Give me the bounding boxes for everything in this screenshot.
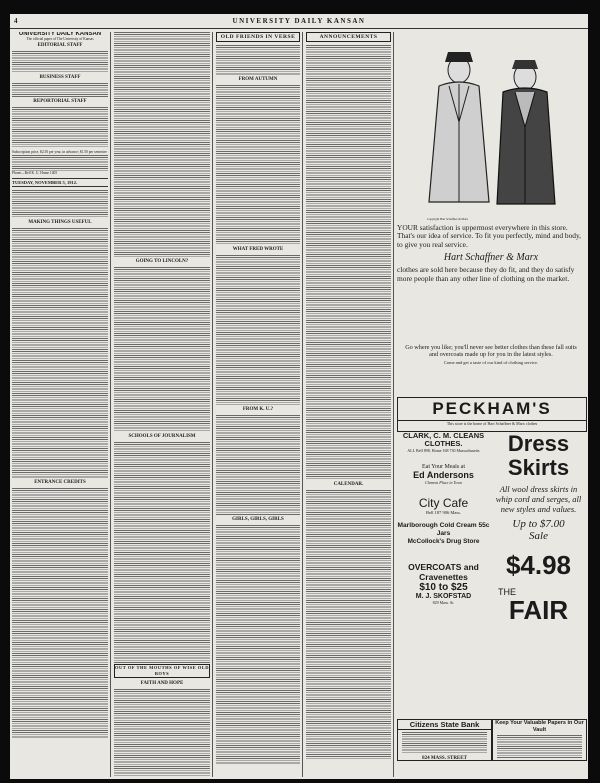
- column-box-heading: OLD FRIENDS IN VERSE: [216, 32, 300, 42]
- marlborough-ad: [397, 522, 490, 558]
- store-tagline: This store is the home of Hart Schaffner & Marx clothes: [398, 420, 586, 426]
- poem-heading: WHAT FRED WROTE: [232, 247, 284, 252]
- column-3: [216, 32, 300, 777]
- ad-body-text: clothes are sold here because they do fit, and they do satisfy more people than any other line of clothing on the market.: [397, 265, 575, 283]
- ad-invitation: Come and get a taste of our kind of clothing service.: [443, 360, 539, 365]
- column-rule: [110, 32, 111, 777]
- article-text: [12, 228, 108, 478]
- masthead: [10, 14, 588, 29]
- poem-text: [216, 85, 300, 245]
- skirts-headline: Skirts: [507, 455, 570, 480]
- dress-headline: Dress: [507, 432, 570, 456]
- vault-ad: [492, 719, 587, 761]
- the-fair-ad: [492, 432, 585, 712]
- business-staff-heading: BUSINESS STAFF: [39, 75, 81, 80]
- article-heading: GOING TO LINCOLN?: [135, 259, 189, 264]
- article-heading: ENTRANCE CREDITS: [34, 480, 86, 485]
- article-text: [12, 488, 108, 738]
- article-heading: GIRLS, GIRLS, GIRLS: [232, 517, 284, 522]
- article-text: [12, 190, 108, 218]
- overcoats-price: $10 to $25: [419, 582, 468, 593]
- sale-price: $4.98: [505, 550, 572, 580]
- the-label: THE: [498, 587, 516, 597]
- page-number: 4: [14, 17, 18, 25]
- announcements-text: [306, 45, 391, 480]
- vault-headline: Keep Your Valuable Papers in Our Vault: [495, 720, 584, 733]
- skofstad-name: M. J. SKOFSTAD: [415, 593, 472, 600]
- peckhams-banner: [397, 397, 587, 432]
- calendar-heading: CALENDAR.: [333, 482, 364, 487]
- poem-text: [216, 255, 300, 405]
- clark-ad: [397, 432, 490, 462]
- bank-name: Citizens State Bank: [398, 720, 491, 730]
- paper-name: UNIVERSITY DAILY KANSAN: [18, 32, 102, 37]
- illustration-caption: Copyright Hart Schaffner & Marx: [427, 217, 468, 221]
- masthead-title: UNIVERSITY DAILY KANSAN: [232, 17, 366, 25]
- skofstad-ad: [397, 562, 490, 617]
- phone-text: Phone—Bell K. U. Home 1405: [12, 170, 58, 175]
- clothing-advertisement: [397, 32, 585, 344]
- clark-headline: CLARK, C. M. CLEANS CLOTHES.: [402, 432, 485, 448]
- article-text: [114, 267, 210, 432]
- column-2: [114, 32, 210, 777]
- marlborough-headline: Marlborough Cold Cream 55c Jars: [397, 522, 490, 537]
- article-text: [114, 689, 210, 777]
- reportorial-staff-heading: REPORTORIAL STAFF: [33, 99, 87, 104]
- article-heading: MAKING THINGS USEFUL: [28, 220, 92, 225]
- issue-date: TUESDAY, NOVEMBER 5, 1912.: [12, 178, 108, 187]
- andersons-info: Clement Place in Town: [424, 480, 463, 485]
- poem-heading: FROM K. U.?: [242, 407, 274, 412]
- skofstad-address: 829 Mass. St.: [432, 600, 455, 605]
- article-heading: FAITH AND HOPE: [140, 681, 184, 686]
- cafe-name: City Cafe: [418, 496, 469, 510]
- overcoats-headline: OVERCOATS and Cravenettes: [408, 562, 479, 582]
- bank-details: [402, 732, 487, 754]
- article-text: [114, 442, 210, 664]
- staff-list: [12, 107, 108, 147]
- calendar-text: [306, 490, 391, 760]
- article-heading: SCHOOLS OF JOURNALISM: [128, 434, 196, 439]
- bank-address: 824 MASS. STREET: [422, 756, 467, 761]
- article-text: [216, 45, 300, 75]
- column-4: [306, 32, 391, 777]
- column-box-heading: ANNOUNCEMENTS: [306, 32, 391, 42]
- ad-lead-text: YOUR satisfaction is uppermost everywhere in this store. That's our idea of service. To fit you perfectly, mind and body, to give you real service.: [397, 223, 582, 249]
- skirts-description: All wool dress skirts in whip cord and serges, all new styles and values.: [495, 484, 582, 514]
- poem-text: [216, 415, 300, 515]
- ad-cta: Go where you like; you'll never see better clothes than these fall suits and overcoats made up for you in the latest styles.: [405, 344, 577, 358]
- brand-name: Hart Schaffner & Marx: [443, 252, 539, 264]
- cafe-info: Bell 187 906 Mass.: [425, 510, 461, 515]
- article-text: [114, 32, 210, 257]
- staff-list: [12, 51, 108, 73]
- fair-label: FAIR: [508, 595, 569, 625]
- newspaper-page: [10, 14, 588, 779]
- paper-subtitle: The official paper of The University of Kansas: [26, 36, 94, 41]
- andersons-ad: [397, 464, 490, 494]
- andersons-lead: Eat Your Meals at: [422, 464, 465, 470]
- andersons-name: Ed Andersons: [413, 470, 474, 480]
- column-box-heading: OUT OF THE MOUTHS OF WISE OLD BOYS: [115, 665, 209, 676]
- column-rule: [302, 32, 303, 777]
- subscription-text: Subscription price, $2.50 per year, in advance; $1.50 per semester: [12, 150, 107, 154]
- column-1: [12, 32, 108, 777]
- sale-label: Sale: [529, 530, 548, 542]
- clark-info: ALL Bell 898, Home 168 730 Massachusetts: [407, 448, 480, 453]
- bank-ad: [397, 719, 492, 761]
- article-text: [216, 525, 300, 765]
- column-rule: [393, 32, 394, 777]
- drug-store-name: McCollock's Drug Store: [407, 538, 480, 545]
- poem-heading: FROM AUTUMN: [238, 77, 278, 82]
- men-illustration: [397, 32, 585, 212]
- upto-price: Up to $7.00: [512, 518, 565, 530]
- editorial-staff-heading: EDITORIAL STAFF: [37, 43, 83, 48]
- clothing-ad-footer: [397, 344, 585, 396]
- vault-details: [497, 735, 582, 759]
- column-rule: [212, 32, 213, 777]
- store-name: PECKHAM'S: [432, 399, 552, 418]
- staff-list: [12, 83, 108, 97]
- city-cafe-ad: [397, 496, 490, 520]
- notice-text: [12, 155, 108, 171]
